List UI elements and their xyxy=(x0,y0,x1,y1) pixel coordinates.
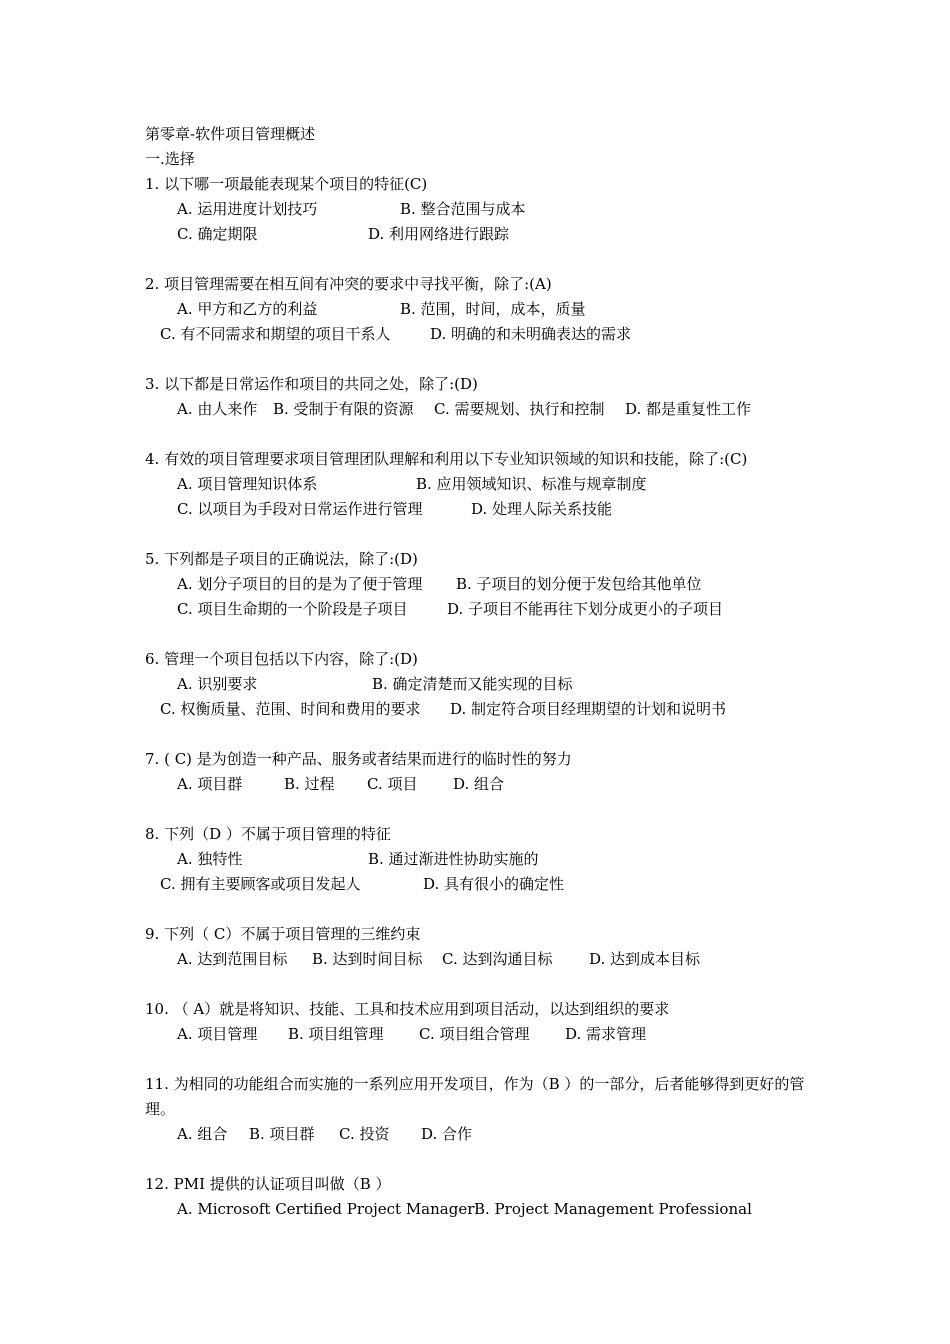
question-options-row xyxy=(145,772,825,797)
option-d: D. 制定符合项目经理期望的计划和说明书 xyxy=(450,700,727,718)
question-options-row xyxy=(145,947,825,972)
question-options-row xyxy=(145,397,825,422)
question-options-row xyxy=(145,197,825,222)
option-b: B. 过程 xyxy=(284,775,335,793)
option-b: B. 通过渐进性协助实施的 xyxy=(368,850,539,868)
question-options-row xyxy=(145,222,825,247)
question-text: 4. 有效的项目管理要求项目管理团队理解和利用以下专业知识领域的知识和技能，除了:(C) xyxy=(145,450,748,468)
question-options-row xyxy=(145,1122,825,1147)
option-a: A. 项目管理知识体系 xyxy=(177,475,318,493)
option-a: A. 组合 xyxy=(177,1125,228,1143)
question-text: 7. ( C) 是为创造一种产品、服务或者结果而进行的临时性的努力 xyxy=(145,750,572,768)
option-d: D. 具有很小的确定性 xyxy=(423,875,565,893)
option-d: D. 处理人际关系技能 xyxy=(471,500,613,518)
option-b: B. Project Management Professional xyxy=(474,1200,752,1218)
question-text: 3. 以下都是日常运作和项目的共同之处，除了:(D) xyxy=(145,375,478,393)
option-a: A. 由人来作 xyxy=(177,400,258,418)
option-d: D. 明确的和未明确表达的需求 xyxy=(430,325,632,343)
question-text: 2. 项目管理需要在相互间有冲突的要求中寻找平衡，除了:(A) xyxy=(145,275,552,293)
option-d: D. 需求管理 xyxy=(565,1025,647,1043)
option-b: B. 子项目的划分便于发包给其他单位 xyxy=(456,575,702,593)
option-d: D. 都是重复性工作 xyxy=(625,400,752,418)
option-d: D. 子项目不能再往下划分成更小的子项目 xyxy=(447,600,724,618)
question-options-row xyxy=(145,847,825,872)
option-b: B. 达到时间目标 xyxy=(312,950,423,968)
question-options-row xyxy=(145,472,825,497)
question-options-row xyxy=(145,497,825,522)
option-a: A. 甲方和乙方的利益 xyxy=(177,300,318,318)
option-c: C. 权衡质量、范围、时间和费用的要求 xyxy=(160,700,421,718)
option-a: A. 划分子项目的目的是为了便于管理 xyxy=(177,575,423,593)
document-page xyxy=(145,122,825,1222)
question-options-row xyxy=(145,697,825,722)
option-a: A. 达到范围目标 xyxy=(177,950,288,968)
option-a: A. 识别要求 xyxy=(177,675,258,693)
option-b: B. 应用领域知识、标准与规章制度 xyxy=(416,475,647,493)
question-options-row xyxy=(145,597,825,622)
option-b: B. 确定清楚而又能实现的目标 xyxy=(372,675,573,693)
question-text: 10. （ A）就是将知识、技能、工具和技术应用到项目活动，以达到组织的要求 xyxy=(145,1000,670,1018)
option-b: B. 项目群 xyxy=(249,1125,315,1143)
option-d: D. 合作 xyxy=(421,1125,473,1143)
option-a: A. 运用进度计划技巧 xyxy=(177,200,318,218)
option-a: A. 项目管理 xyxy=(177,1025,258,1043)
question-text: 11. 为相同的功能组合而实施的一系列应用开发项目，作为（B ）的一部分，后者能够得到更好的管理。 xyxy=(145,1075,805,1118)
question-options-row xyxy=(145,322,825,347)
option-c: C. 确定期限 xyxy=(177,225,258,243)
option-c: C. 项目组合管理 xyxy=(419,1025,530,1043)
option-a: A. Microsoft Certified Project Manager xyxy=(177,1200,475,1218)
option-c: C. 项目生命期的一个阶段是子项目 xyxy=(177,600,408,618)
option-d: D. 达到成本目标 xyxy=(589,950,701,968)
chapter-title: 第零章-软件项目管理概述 xyxy=(145,125,316,143)
option-b: B. 范围，时间，成本，质量 xyxy=(400,300,586,318)
option-c: C. 有不同需求和期望的项目干系人 xyxy=(160,325,391,343)
option-c: C. 投资 xyxy=(339,1125,390,1143)
option-c: C. 拥有主要顾客或项目发起人 xyxy=(160,875,361,893)
question-options-row xyxy=(145,1197,825,1222)
option-c: C. 需要规划、执行和控制 xyxy=(434,400,605,418)
section-title: 一.选择 xyxy=(145,150,195,168)
question-options-row xyxy=(145,297,825,322)
option-d: D. 组合 xyxy=(453,775,505,793)
option-c: C. 以项目为手段对日常运作进行管理 xyxy=(177,500,423,518)
option-b: B. 整合范围与成本 xyxy=(400,200,526,218)
question-text: 6. 管理一个项目包括以下内容，除了:(D) xyxy=(145,650,418,668)
question-options-row xyxy=(145,672,825,697)
question-options-row xyxy=(145,1022,825,1047)
option-a: A. 项目群 xyxy=(177,775,243,793)
question-text: 8. 下列（D ）不属于项目管理的特征 xyxy=(145,825,391,843)
question-text: 12. PMI 提供的认证项目叫做（B ） xyxy=(145,1175,391,1193)
question-options-row xyxy=(145,572,825,597)
question-options-row xyxy=(145,872,825,897)
option-a: A. 独特性 xyxy=(177,850,243,868)
question-text: 5. 下列都是子项目的正确说法，除了:(D) xyxy=(145,550,418,568)
question-text: 1. 以下哪一项最能表现某个项目的特征(C) xyxy=(145,175,428,193)
option-c: C. 项目 xyxy=(367,775,418,793)
option-b: B. 项目组管理 xyxy=(288,1025,384,1043)
option-b: B. 受制于有限的资源 xyxy=(273,400,414,418)
option-c: C. 达到沟通目标 xyxy=(442,950,553,968)
option-d: D. 利用网络进行跟踪 xyxy=(368,225,510,243)
question-text: 9. 下列（ C）不属于项目管理的三维约束 xyxy=(145,925,421,943)
